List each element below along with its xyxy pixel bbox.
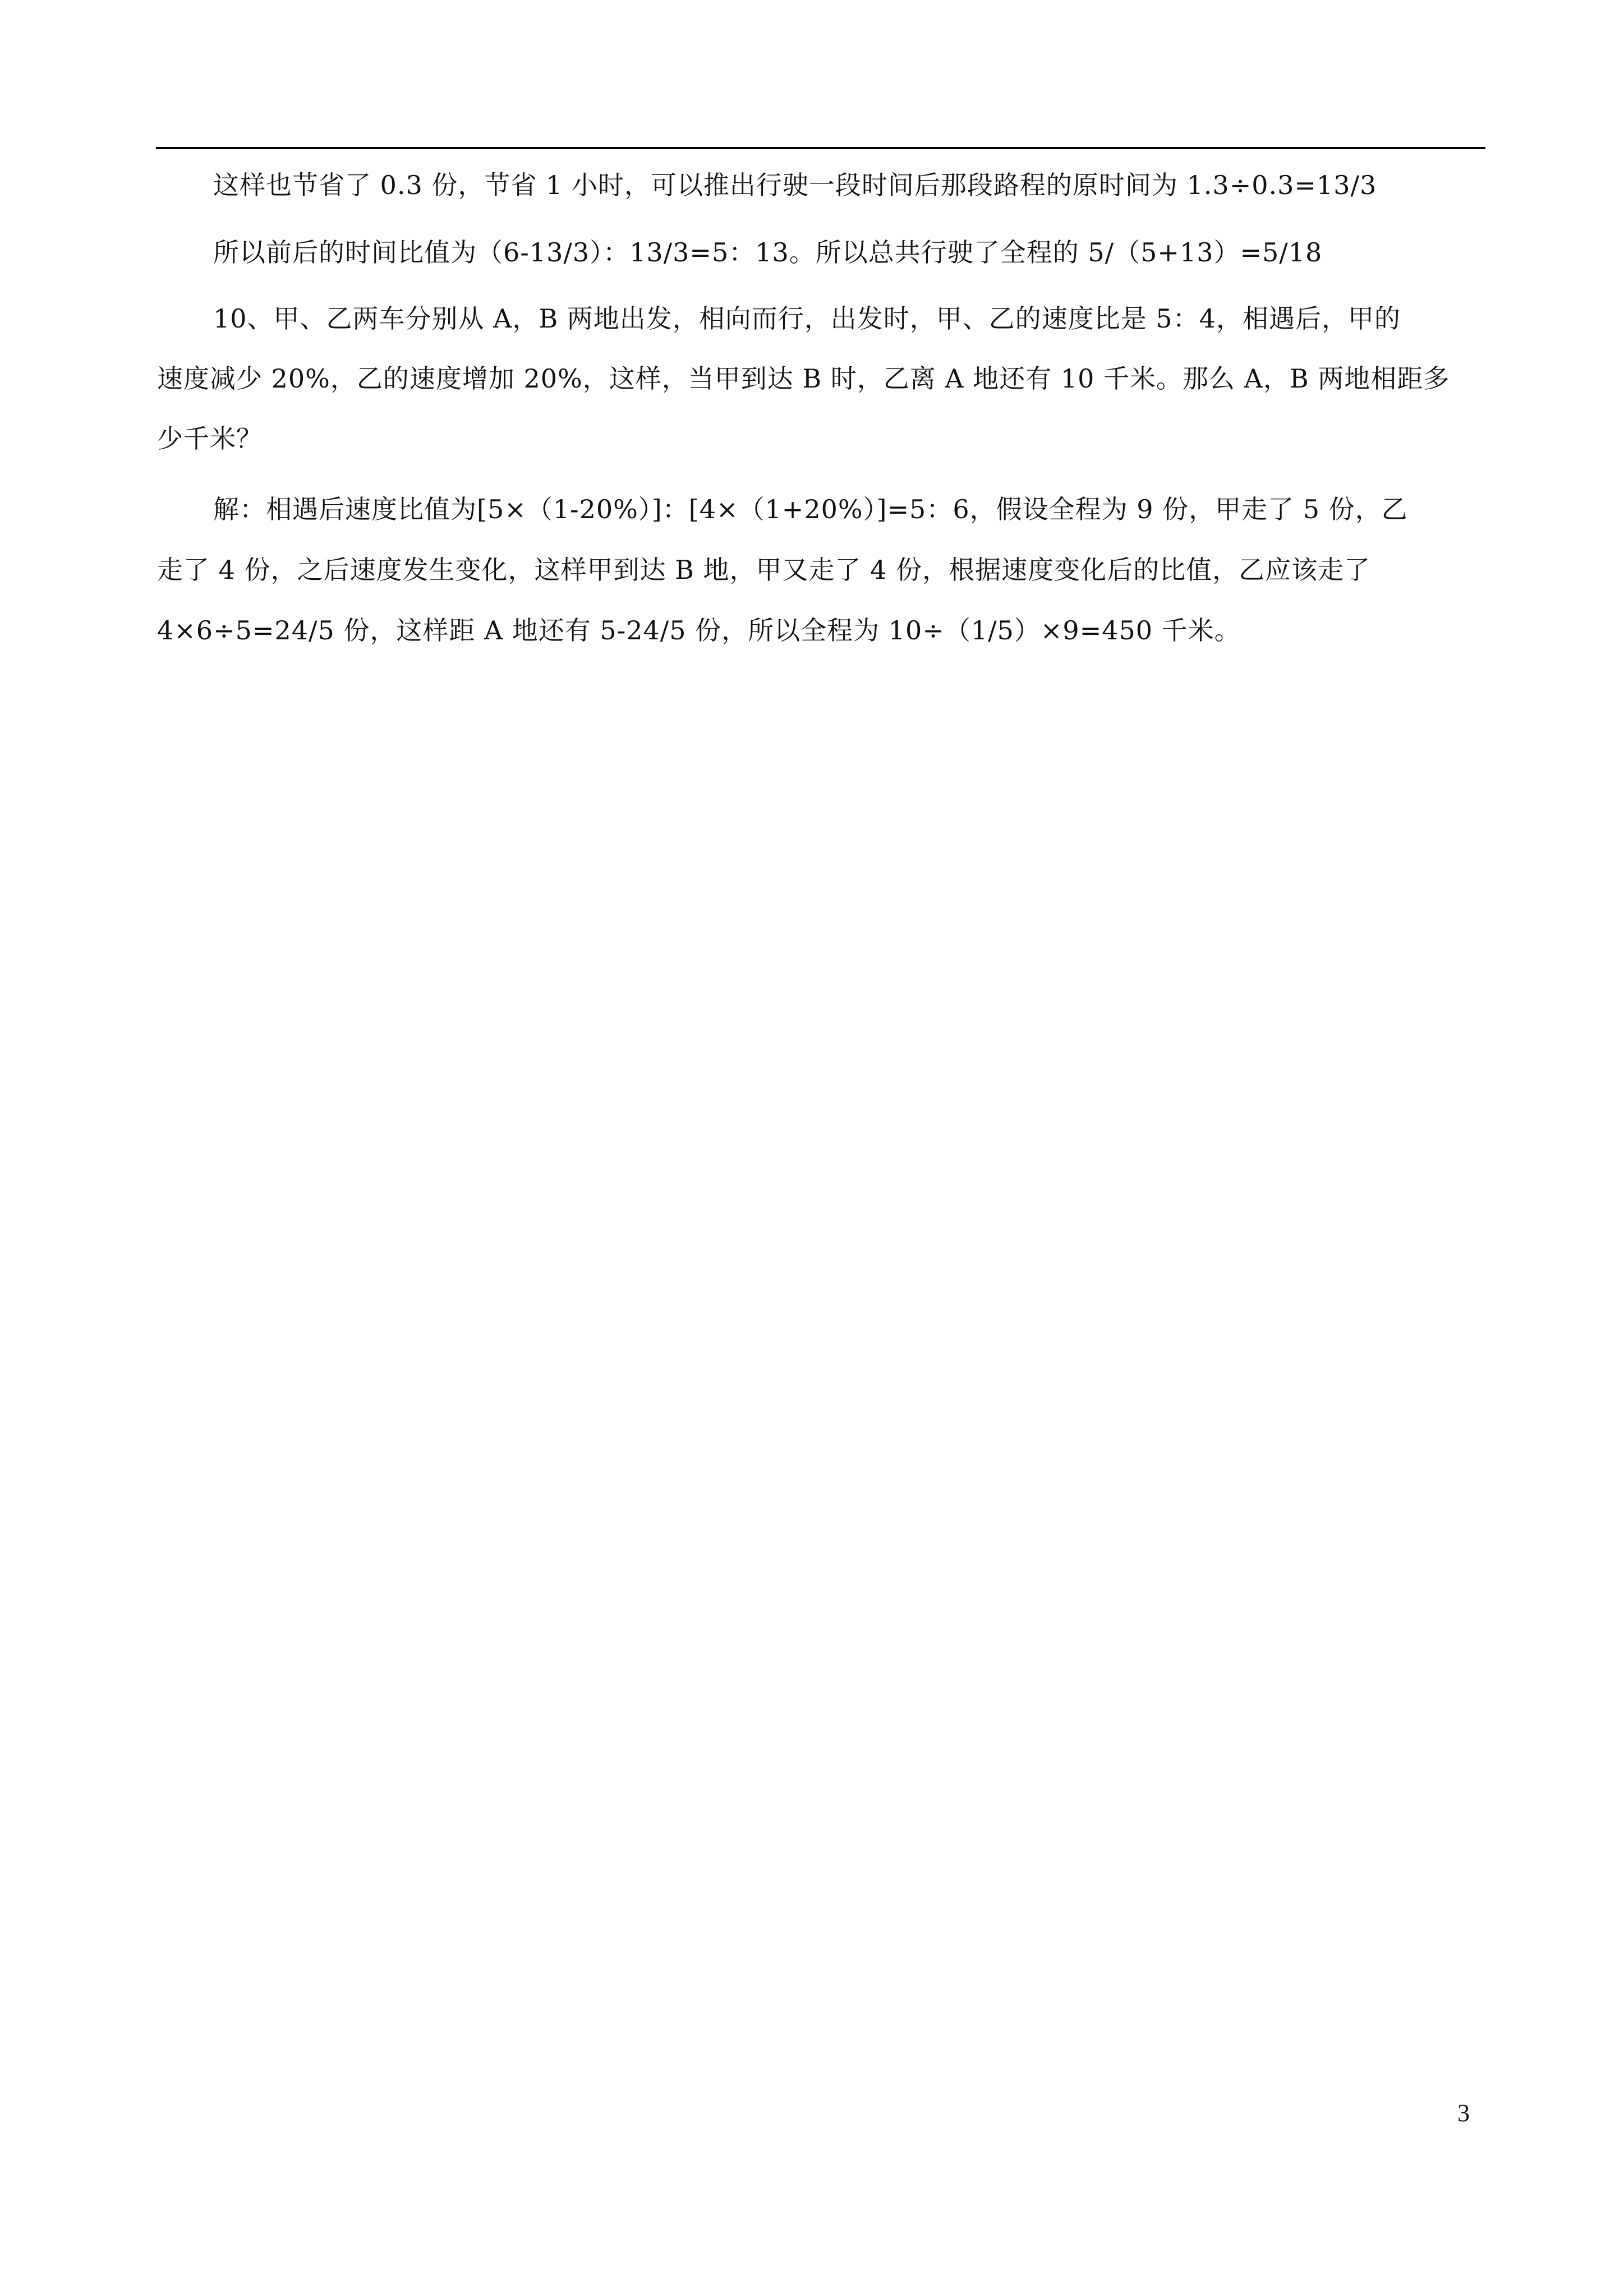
solution-line-2: 走了 4 份，之后速度发生变化，这样甲到达 B 地，甲又走了 4 份，根据速度变化后的比值，乙应该走了 — [157, 555, 1371, 585]
problem-10-line-1: 10、甲、乙两车分别从 A，B 两地出发，相向而行，出发时，甲、乙的速度比是 5：4，相遇后，甲的 — [213, 303, 1401, 334]
header-rule — [156, 147, 1485, 149]
solution-line-3: 4×6÷5=24/5 份，这样距 A 地还有 5-24/5 份，所以全程为 10÷（1/5）×9=450 千米。 — [157, 615, 1241, 646]
problem-10-line-3: 少千米？ — [157, 423, 263, 454]
page-number: 3 — [1457, 2099, 1470, 2127]
problem-10-line-2: 速度减少 20%，乙的速度增加 20%，这样，当甲到达 B 时，乙离 A 地还有 10 千米。那么 A，B 两地相距多 — [157, 363, 1450, 394]
text-line-1: 这样也节省了 0.3 份，节省 1 小时，可以推出行驶一段时间后那段路程的原时间为 1.3÷0.3=13/3 — [213, 170, 1377, 200]
text-line-2: 所以前后的时间比值为（6-13/3）：13/3=5：13。所以总共行驶了全程的 5/（5+13）=5/18 — [213, 237, 1323, 268]
solution-line-1: 解：相遇后速度比值为[5×（1-20%）]：[4×（1+20%）]=5：6，假设全程为 9 份，甲走了 5 份，乙 — [213, 494, 1408, 524]
